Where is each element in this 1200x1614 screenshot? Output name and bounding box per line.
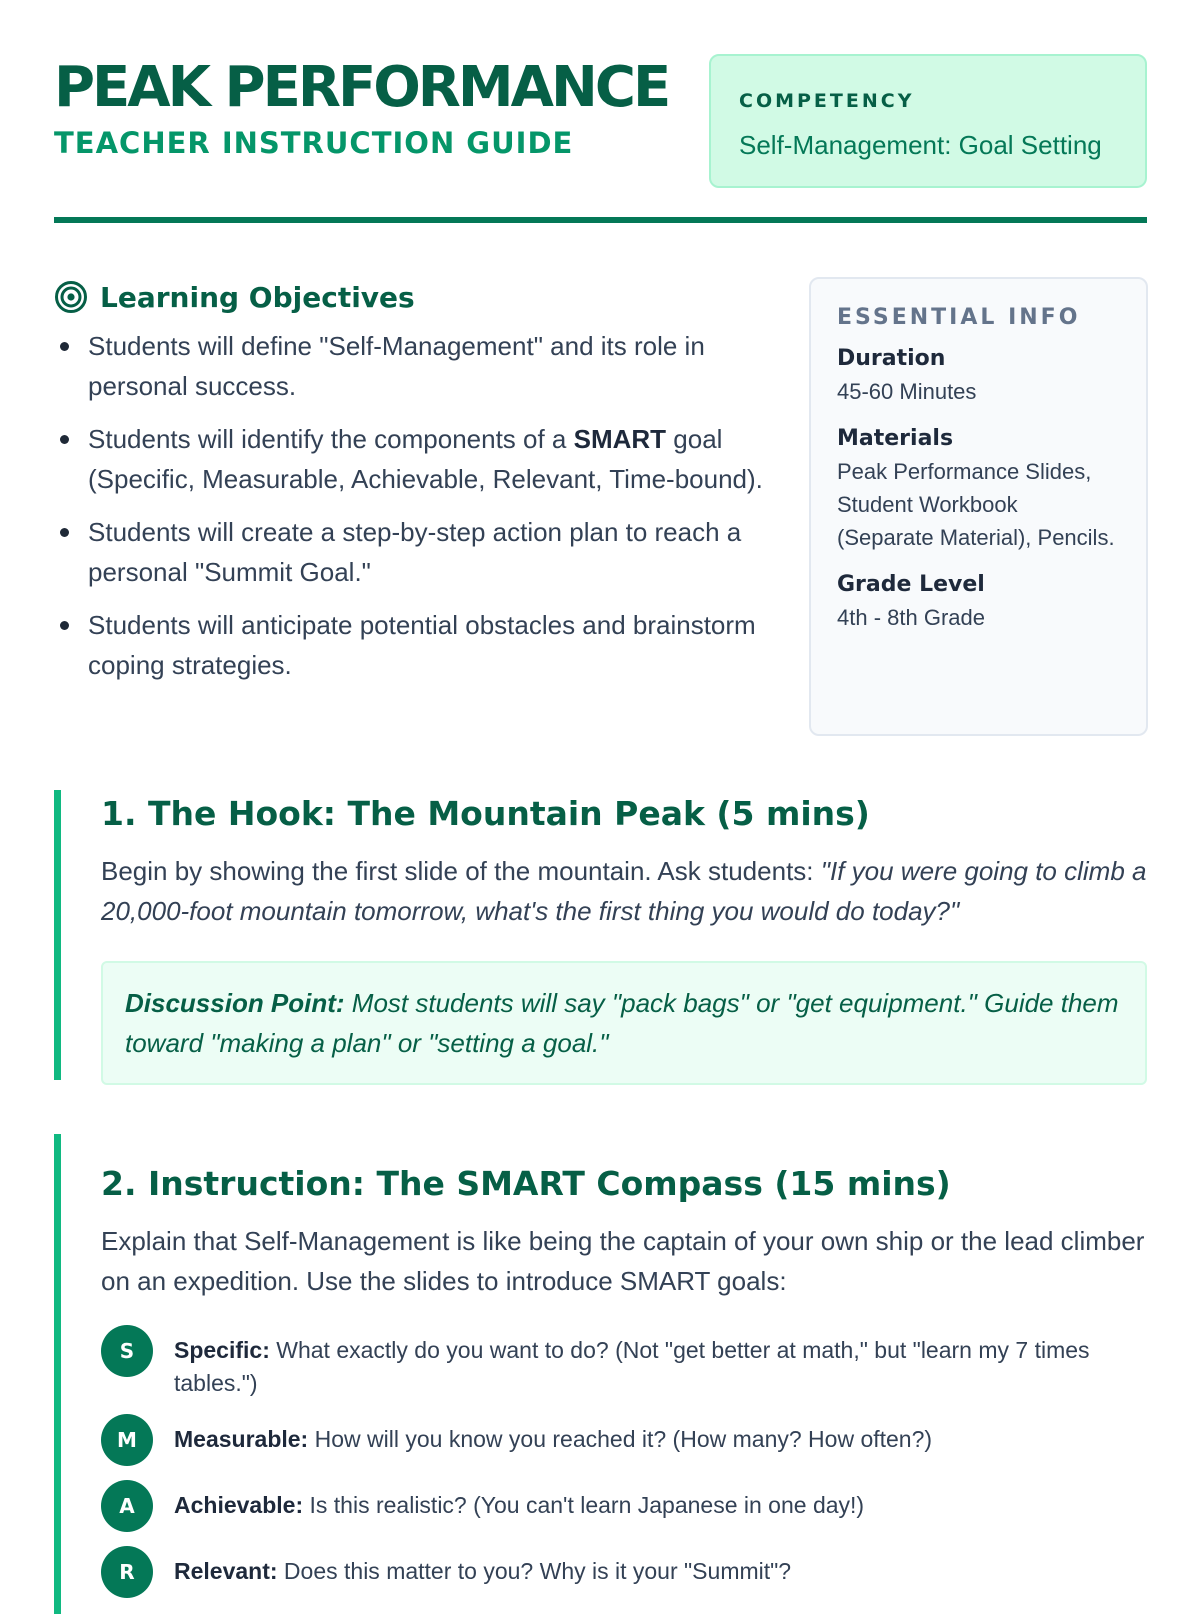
smart-desc: Is this realistic? (You can't learn Japanese in one day!) [303,1492,865,1518]
discussion-label: Discussion Point: [125,988,345,1018]
step-hook-text [101,851,1147,931]
hook-instruction: Begin by showing the first slide of the mountain. Ask students: [101,856,821,886]
smart-letter-badge: A [101,1480,153,1532]
header [54,52,1147,222]
materials-label: Materials [837,426,954,451]
smart-desc: How will you know you reached it? (How many? How often?) [308,1426,933,1452]
smart-description [174,1325,1147,1400]
target-icon [54,280,88,314]
duration-label: Duration [837,346,946,371]
objective-item [54,605,784,685]
step-instruction-title: 2. Instruction: The SMART Compass (15 mins) [101,1164,951,1203]
objective-text: Students will define "Self-Management" and its role in personal success. [88,331,705,401]
objectives-list [54,326,784,685]
smart-term: Specific: [174,1337,270,1363]
step-hook-title: 1. The Hook: The Mountain Peak (5 mins) [101,794,870,833]
smart-item-measurable [101,1414,1147,1466]
discussion-point-callout [101,961,1147,1085]
smart-letter-badge: R [101,1546,153,1598]
step-instruction [54,1134,1147,1614]
objectives-heading [54,280,784,314]
smart-description [174,1480,864,1522]
objective-item [54,512,784,592]
objective-text: Students will create a step-by-step action plan to reach a personal "Summit Goal." [88,517,742,587]
objective-item [54,326,784,406]
essential-info-title: ESSENTIAL INFO [837,305,1081,330]
smart-term: Achievable: [174,1492,304,1518]
header-divider [54,217,1147,223]
objectives-title: Learning Objectives [100,280,415,314]
step-hook [54,790,1147,1080]
materials-value: Peak Performance Slides, Student Workbook (Separate Material), Pencils. [837,459,1115,550]
competency-card [709,54,1147,188]
smart-list [101,1325,1147,1598]
smart-item-specific [101,1325,1147,1400]
smart-letter-badge: M [101,1414,153,1466]
smart-desc: What exactly do you want to do? (Not "get better at math," but "learn my 7 times tables.") [174,1337,1090,1396]
grade-level-label: Grade Level [837,572,985,597]
objective-item [54,419,784,499]
objective-text: goal (Specific, Measurable, Achievable, Relevant, Time-bound). [88,424,763,494]
smart-desc: Does this matter to you? Why is it your "Summit"? [277,1558,792,1584]
smart-item-relevant [101,1546,1147,1598]
grade-level-value: 4th - 8th Grade [837,605,985,630]
discussion-text: Most students will say "pack bags" or "get equipment." Guide them toward "making a plan" or "setting a goal." [125,988,1119,1058]
smart-description [174,1546,791,1588]
competency-label: COMPETENCY [739,90,915,112]
learning-objectives [54,280,784,698]
smart-emphasis: SMART [573,424,667,454]
objective-text: Students will anticipate potential obstacles and brainstorm coping strategies. [88,610,756,680]
duration-value: 45-60 Minutes [837,379,977,404]
smart-term: Relevant: [174,1558,278,1584]
objective-text: Students will identify the components of a [88,424,574,454]
smart-description [174,1414,932,1456]
competency-value: Self-Management: Goal Setting [739,130,1102,160]
step-instruction-text: Explain that Self-Management is like being the captain of your own ship or the lead climber on an expedition. Use the slides to introduce SMART goals: [101,1226,1145,1296]
smart-item-achievable [101,1480,1147,1532]
hook-question: "If you were going to climb a 20,000-foot mountain tomorrow, what's the first thing you would do today?" [101,856,1147,926]
smart-term: Measurable: [174,1426,309,1452]
essential-info-card [809,277,1148,736]
smart-letter-badge: S [101,1325,153,1377]
page-subtitle: TEACHER INSTRUCTION GUIDE [54,126,574,160]
page-title: PEAK PERFORMANCE [54,55,669,120]
